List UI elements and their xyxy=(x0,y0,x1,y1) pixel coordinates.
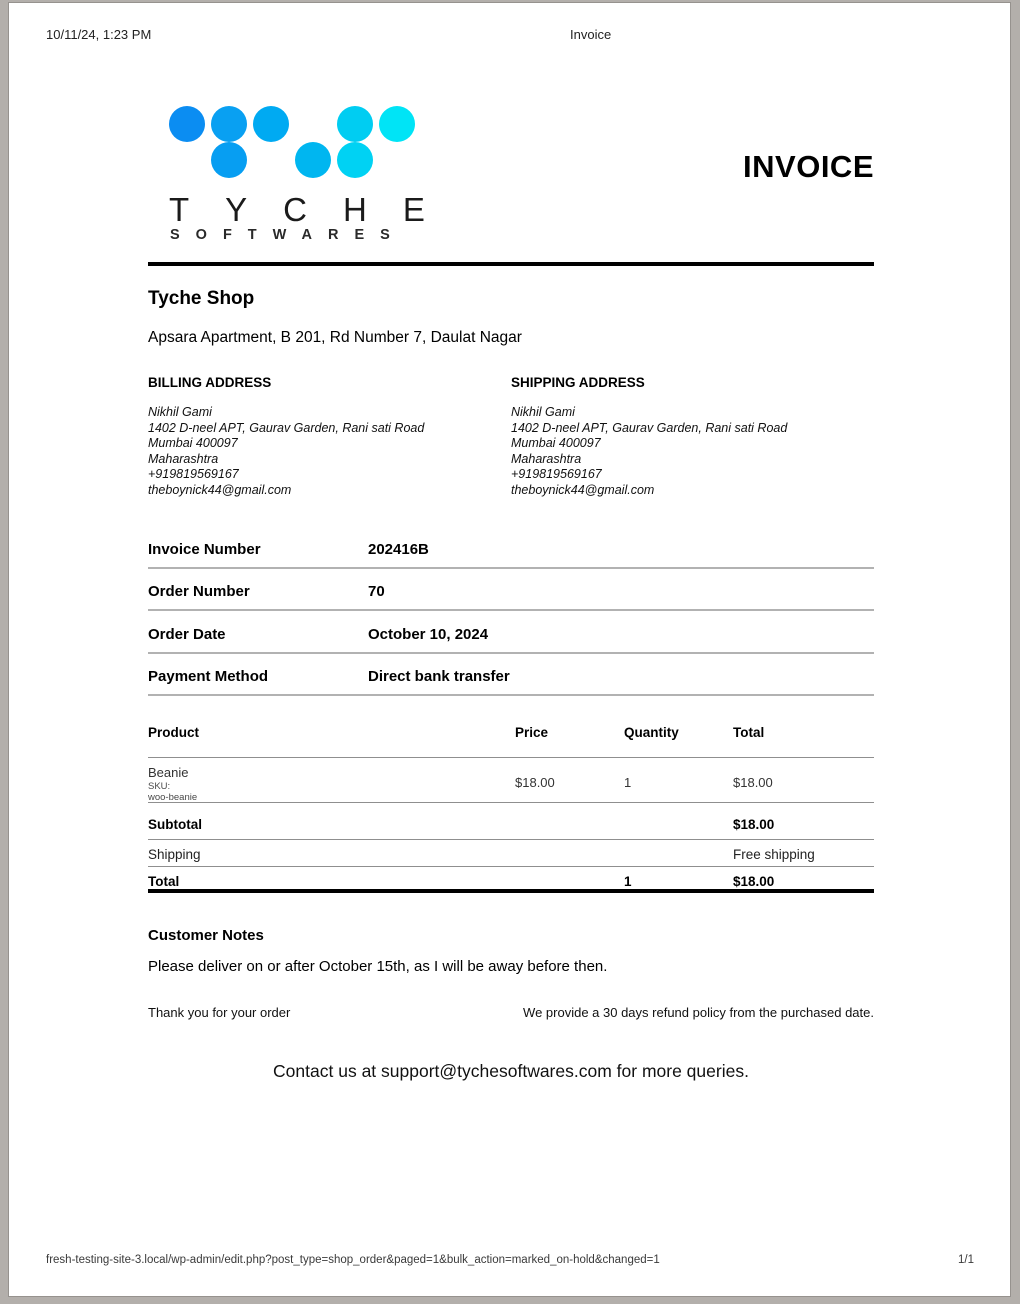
total-label: Total xyxy=(148,874,180,889)
shipping-line: +919819569167 xyxy=(511,467,602,481)
shipping-row xyxy=(148,840,874,867)
order-number-row xyxy=(148,583,874,611)
order-number-label: Order Number xyxy=(148,583,250,600)
billing-line: 1402 D-neel APT, Gaurav Garden, Rani sati Road xyxy=(148,420,425,435)
item-total: $18.00 xyxy=(733,775,773,790)
item-quantity: 1 xyxy=(624,775,632,790)
contact-line: Contact us at support@tychesoftwares.com for more queries. xyxy=(273,1061,749,1081)
shipping-line: 1402 D-neel APT, Gaurav Garden, Rani sati Road xyxy=(511,420,788,435)
shipping-label: Shipping xyxy=(148,847,201,862)
invoice-number-label: Invoice Number xyxy=(148,541,261,558)
quantity-column-header: Quantity xyxy=(624,725,679,740)
total-value: $18.00 xyxy=(733,874,775,889)
billing-line: Maharashtra xyxy=(148,451,219,466)
print-header-datetime: 10/11/24, 1:23 PM xyxy=(46,27,152,42)
shipping-value: Free shipping xyxy=(733,847,815,862)
order-date-label: Order Date xyxy=(148,626,226,643)
shipping-email: theboynick44@gmail.com xyxy=(511,482,655,497)
product-name: Beanie xyxy=(148,765,189,780)
item-price: $18.00 xyxy=(515,775,555,790)
order-date-row xyxy=(148,626,874,654)
subtotal-label: Subtotal xyxy=(148,817,202,832)
closing-row xyxy=(148,1005,874,1020)
product-column-header: Product xyxy=(148,725,200,740)
thank-you-text: Thank you for your order xyxy=(148,1005,291,1020)
payment-method-value: Direct bank transfer xyxy=(368,668,510,685)
shipping-line: Mumbai 400097 xyxy=(511,436,601,450)
invoice-title: INVOICE xyxy=(743,149,874,184)
shop-name: Tyche Shop xyxy=(148,288,255,309)
order-date-value: October 10, 2024 xyxy=(368,626,489,643)
total-quantity: 1 xyxy=(624,874,632,889)
print-header-title: Invoice xyxy=(570,27,612,42)
billing-address-block xyxy=(148,405,424,498)
shop-address: Apsara Apartment, B 201, Rd Number 7, Daulat Nagar xyxy=(148,329,522,346)
order-number-value: 70 xyxy=(368,583,385,600)
sku-value: woo-beanie xyxy=(148,792,198,803)
header-divider xyxy=(148,262,874,266)
payment-method-label: Payment Method xyxy=(148,668,269,685)
print-footer-url: fresh-testing-site-3.local/wp-admin/edit.php?post_type=shop_order&paged=1&bulk_action=marked_on-hold&changed=1 xyxy=(46,1254,660,1266)
shipping-address-block xyxy=(511,405,787,498)
billing-line: Nikhil Gami xyxy=(148,405,212,419)
total-row xyxy=(148,867,874,893)
logo-subbrand-text: SOFTWARES xyxy=(170,227,406,243)
billing-address-heading: BILLING ADDRESS xyxy=(148,375,272,390)
refund-policy-text: We provide a 30 days refund policy from the purchased date. xyxy=(523,1005,874,1020)
payment-method-row xyxy=(148,668,874,696)
logo-brand-text: TYCHE xyxy=(169,191,461,228)
billing-line: Mumbai 400097 xyxy=(148,436,238,450)
price-column-header: Price xyxy=(515,725,549,740)
shipping-address-heading: SHIPPING ADDRESS xyxy=(511,375,645,390)
billing-email: theboynick44@gmail.com xyxy=(148,482,292,497)
subtotal-row xyxy=(148,803,874,840)
billing-line: +919819569167 xyxy=(148,467,239,481)
customer-notes-text: Please deliver on or after October 15th, as I will be away before then. xyxy=(148,958,608,975)
invoice-content xyxy=(148,3,874,1296)
print-footer-page-number: 1/1 xyxy=(958,1254,974,1266)
total-column-header: Total xyxy=(733,725,765,740)
line-item-row xyxy=(148,758,874,803)
invoice-number-value: 202416B xyxy=(368,541,429,558)
shipping-line: Maharashtra xyxy=(511,451,582,466)
subtotal-value: $18.00 xyxy=(733,817,775,832)
invoice-number-row xyxy=(148,541,874,569)
customer-notes-heading: Customer Notes xyxy=(148,927,264,944)
shipping-line: Nikhil Gami xyxy=(511,405,575,419)
invoice-page xyxy=(8,2,1011,1297)
items-table-header xyxy=(148,725,874,758)
sku-label: SKU: xyxy=(148,781,171,792)
